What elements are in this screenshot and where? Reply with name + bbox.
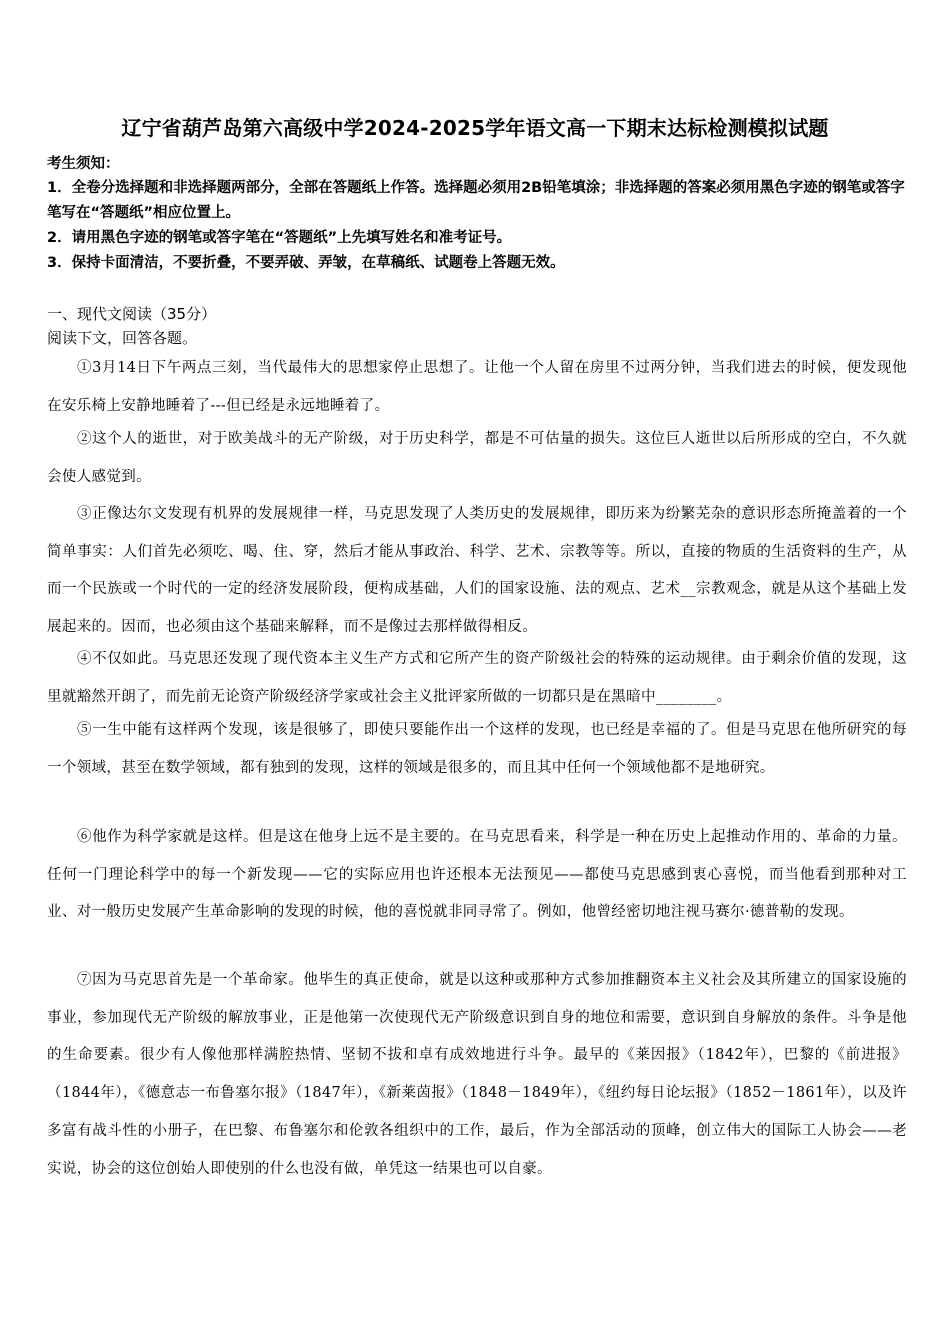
reading-paragraph: ③正像达尔文发现有机界的发展规律一样，马克思发现了人类历史的发展规律，即历来为纷繁芜杂的意识形态所掩盖着的一个简单事实：人们首先必须吃、喝、住、穿，然后才能从事政治、科学、艺术、宗教等等。所以，直接的物质的生活资料的生产，从而一个民族或一个时代的一定的经济发展阶段，便构成基础，人们的国家设施、法的观点、艺术__宗教观念，就是从这个基础上发展起来的。因而，也必须由这个基础来解释，而不是像过去那样做得相反。 xyxy=(47,506,907,636)
reading-paragraph: ①3月14日下午两点三刻，当代最伟大的思想家停止思想了。让他一个人留在房里不过两分钟，当我们进去的时候，便发现他在安乐椅上安静地睡着了---但已经是永远地睡着了。 xyxy=(47,360,907,414)
notice-item: 2．请用黑色字迹的钢笔或答字笔在“答题纸”上先填写姓名和准考证号。 xyxy=(47,230,512,246)
exam-title: 辽宁省葫芦岛第六高级中学2024-2025学年语文高一下期末达标检测模拟试题 xyxy=(121,116,829,140)
reading-paragraph: ⑦因为马克思首先是一个革命家。他毕生的真正使命，就是以这种或那种方式参加推翻资本主义社会及其所建立的国家设施的事业，参加现代无产阶级的解放事业，正是他第一次使现代无产阶级意识到自身的地位和需要，意识到自身解放的条件。斗争是他的生命要素。很少有人像他那样满腔热情、坚韧不拔和卓有成效地进行斗争。最早的《莱因报》（1842年），巴黎的《前进报》（1844年），《德意志一布鲁塞尔报》（1847年），《新莱茵报》（1848－1849年），《纽约每日论坛报》（1852－1861年），以及许多富有战斗性的小册子，在巴黎、布鲁塞尔和伦敦各组织中的工作，最后，作为全部活动的顶峰，创立伟大的国际工人协会——老实说，协会的这位创始人即使别的什么也没有做，单凭这一结果也可以自豪。 xyxy=(47,972,907,1177)
notice-item: 3．保持卡面清洁，不要折叠，不要弄破、弄皱，在草稿纸、试题卷上答题无效。 xyxy=(47,255,565,271)
reading-paragraph: ④不仅如此。马克思还发现了现代资本主义生产方式和它所产生的资产阶级社会的特殊的运动规律。由于剩余价值的发现，这里就豁然开朗了，而先前无论资产阶级经济学家或社会主义批评家所做的一切都只是在黑暗中________。 xyxy=(47,651,907,705)
notice-item: 1．全卷分选择题和非选择题两部分，全部在答题纸上作答。选择题必须用2B铅笔填涂；非选择题的答案必须用黑色字迹的钢笔或答字笔写在“答题纸”相应位置上。 xyxy=(47,180,905,221)
reading-paragraph: ⑤一生中能有这样两个发现，该是很够了，即使只要能作出一个这样的发现，也已经是幸福的了。但是马克思在他所研究的每一个领域，甚至在数学领域，都有独到的发现，这样的领域是很多的，而且其中任何一个领域他都不是地研究。 xyxy=(47,722,907,776)
reading-paragraph: ⑥他作为科学家就是这样。但是这在他身上远不是主要的。在马克思看来，科学是一种在历史上起推动作用的、革命的力量。任何一门理论科学中的每一个新发现——它的实际应用也许还根本无法预见——都使马克思感到衷心喜悦，而当他看到那种对工业、对一般历史发展产生革命影响的发现的时候，他的喜悦就非同寻常了。例如，他曾经密切地注视马赛尔·德普勒的发现。 xyxy=(47,829,907,921)
notice-heading: 考生须知： xyxy=(47,156,120,172)
section-heading: 一、现代文阅读（35分） xyxy=(47,305,217,323)
reading-paragraph: ②这个人的逝世，对于欧美战斗的无产阶级，对于历史科学，都是不可估量的损失。这位巨人逝世以后所形成的空白，不久就会使人感觉到。 xyxy=(47,431,907,485)
section-intro: 阅读下文，回答各题。 xyxy=(47,329,198,347)
